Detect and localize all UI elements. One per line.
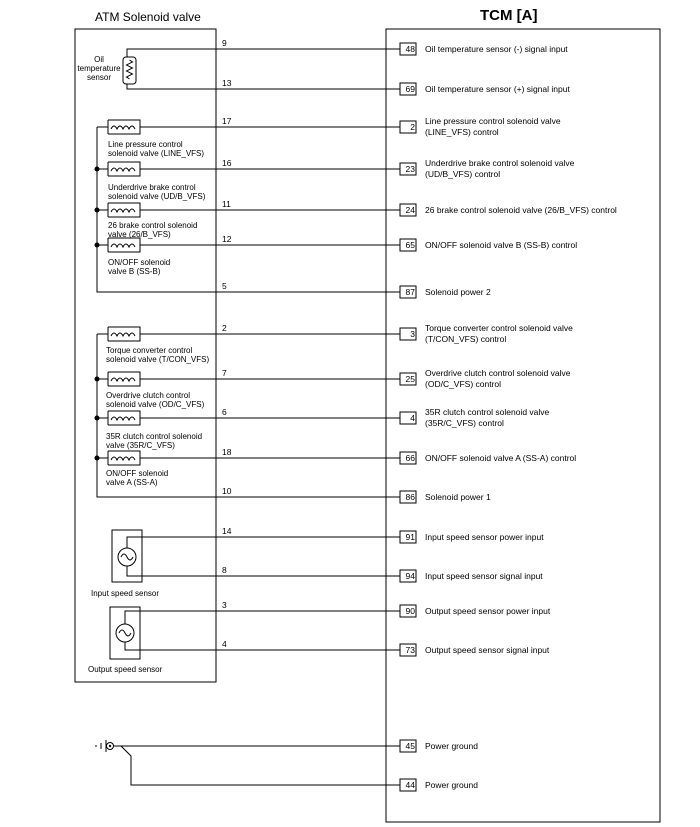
tcm-pin-description: Line pressure control solenoid valve <box>425 116 561 126</box>
tcm-pin-description: 26 brake control solenoid valve (26/B_VFS) control <box>425 205 617 215</box>
atm-pin-number: 8 <box>222 565 227 575</box>
torque-conv-label-2: solenoid valve (T/CON_VFS) <box>106 355 210 364</box>
tcm-pin-number: 94 <box>405 571 415 581</box>
atm-pin-number: 11 <box>222 199 231 209</box>
tcm-pin-description: 35R clutch control solenoid valve <box>425 407 550 417</box>
tcm-pin-number: 23 <box>405 164 415 174</box>
r35-label-2: valve (35R/C_VFS) <box>106 441 175 450</box>
atm-pin-number: 9 <box>222 38 227 48</box>
atm-pin-number: 5 <box>222 281 227 291</box>
tcm-pin-number: 73 <box>405 645 415 655</box>
tcm-pin-description: Overdrive clutch control solenoid valve <box>425 368 571 378</box>
atm-pin-number: 17 <box>222 116 232 126</box>
tcm-pin-number: 48 <box>405 44 415 54</box>
ssa-label-2: valve A (SS-A) <box>106 478 158 487</box>
tcm-pin-description: Torque converter control solenoid valve <box>425 323 573 333</box>
tcm-pin-description: ON/OFF solenoid valve B (SS-B) control <box>425 240 578 250</box>
tcm-pin-number: 91 <box>405 532 415 542</box>
tcm-pin-number: 65 <box>405 240 415 250</box>
atm-pin-number: 13 <box>222 78 232 88</box>
ground-icon <box>96 740 400 785</box>
coil-icon <box>111 209 135 212</box>
tcm-pin-number: 24 <box>405 205 415 215</box>
tcm-pin-number: 44 <box>405 780 415 790</box>
ssb-label-2: valve B (SS-B) <box>108 267 161 276</box>
atm-pin-number: 18 <box>222 447 232 457</box>
tcm-pin-number: 45 <box>405 741 415 751</box>
line-pressure-label-1: Line pressure control <box>108 140 183 149</box>
atm-pin-number: 16 <box>222 158 232 168</box>
tcm-title: TCM [A] <box>480 7 538 24</box>
wires-layer <box>136 38 617 791</box>
resistor-zigzag-icon <box>127 60 133 79</box>
tcm-pin-description: Power ground <box>425 780 478 790</box>
oil-temperature-sensor <box>77 49 136 89</box>
atm-pin-number: 4 <box>222 639 227 649</box>
line-pressure-label-2: solenoid valve (LINE_VFS) <box>108 149 205 158</box>
tcm-pin-description: (OD/C_VFS) control <box>425 379 502 389</box>
thermistor-icon <box>123 57 136 84</box>
atm-title: ATM Solenoid valve <box>95 10 201 24</box>
oil-sensor-label-3: sensor <box>86 73 112 82</box>
input-speed-sensor <box>91 530 400 598</box>
coil-icon <box>111 457 135 460</box>
tcm-pin-description: Oil temperature sensor (+) signal input <box>425 84 570 94</box>
brake26-label-2: valve (26/B_VFS) <box>108 230 171 239</box>
tcm-pin-description: ON/OFF solenoid valve A (SS-A) control <box>425 453 577 463</box>
underdrive-label-1: Underdrive brake control <box>108 183 196 192</box>
coil-icon <box>111 244 135 247</box>
atm-pin-number: 3 <box>222 600 227 610</box>
oil-sensor-label-2: temperature <box>77 64 121 73</box>
tcm-pin-description: Input speed sensor signal input <box>425 571 543 581</box>
coil-icon <box>111 168 135 171</box>
tcm-pin-description: (T/CON_VFS) control <box>425 334 507 344</box>
coil-icon <box>111 417 135 420</box>
ssa-label-1: ON/OFF solenoid <box>106 469 169 478</box>
overdrive-label-2: solenoid valve (OD/C_VFS) <box>106 400 205 409</box>
tcm-pin-description: Output speed sensor signal input <box>425 645 550 655</box>
tcm-pin-description: (35R/C_VFS) control <box>425 418 504 428</box>
overdrive-label-1: Overdrive clutch control <box>106 391 191 400</box>
solenoid-group-a <box>95 327 401 497</box>
tcm-pin-number: 25 <box>405 374 415 384</box>
atm-pin-number: 7 <box>222 368 227 378</box>
tcm-pin-number: 86 <box>405 492 415 502</box>
atm-pin-number: 6 <box>222 407 227 417</box>
tcm-pin-description: Output speed sensor power input <box>425 606 551 616</box>
oil-sensor-label-1: Oil <box>94 55 104 64</box>
atm-pin-number: 14 <box>222 526 232 536</box>
tcm-pin-description: Solenoid power 1 <box>425 492 491 502</box>
tcm-pin-number: 66 <box>405 453 415 463</box>
tcm-pin-number: 4 <box>410 413 415 423</box>
tcm-pin-description: Solenoid power 2 <box>425 287 491 297</box>
output-speed-sensor <box>88 607 400 674</box>
solenoid-group-b <box>95 120 401 292</box>
underdrive-label-2: solenoid valve (UD/B_VFS) <box>108 192 206 201</box>
input-speed-sensor-label: Input speed sensor <box>91 589 160 598</box>
tcm-pin-description: Input speed sensor power input <box>425 532 544 542</box>
tcm-pin-description: (LINE_VFS) control <box>425 127 499 137</box>
coil-icon <box>111 333 135 336</box>
tcm-pin-description: Oil temperature sensor (-) signal input <box>425 44 568 54</box>
r35-label-1: 35R clutch control solenoid <box>106 432 203 441</box>
tcm-pin-number: 2 <box>410 122 415 132</box>
tcm-pin-description: (UD/B_VFS) control <box>425 169 501 179</box>
coil-icon <box>111 126 135 129</box>
tcm-pin-number: 90 <box>405 606 415 616</box>
brake26-label-1: 26 brake control solenoid <box>108 221 198 230</box>
tcm-pin-number: 87 <box>405 287 415 297</box>
torque-conv-label-1: Torque converter control <box>106 346 193 355</box>
tcm-pin-number: 3 <box>410 329 415 339</box>
ssb-label-1: ON/OFF solenoid <box>108 258 171 267</box>
atm-pin-number: 2 <box>222 323 227 333</box>
output-speed-sensor-label: Output speed sensor <box>88 665 163 674</box>
atm-pin-number: 10 <box>222 486 232 496</box>
tcm-pin-description: Power ground <box>425 741 478 751</box>
tcm-pin-number: 69 <box>405 84 415 94</box>
tcm-pin-description: Underdrive brake control solenoid valve <box>425 158 575 168</box>
coil-icon <box>111 378 135 381</box>
atm-pin-number: 12 <box>222 234 232 244</box>
